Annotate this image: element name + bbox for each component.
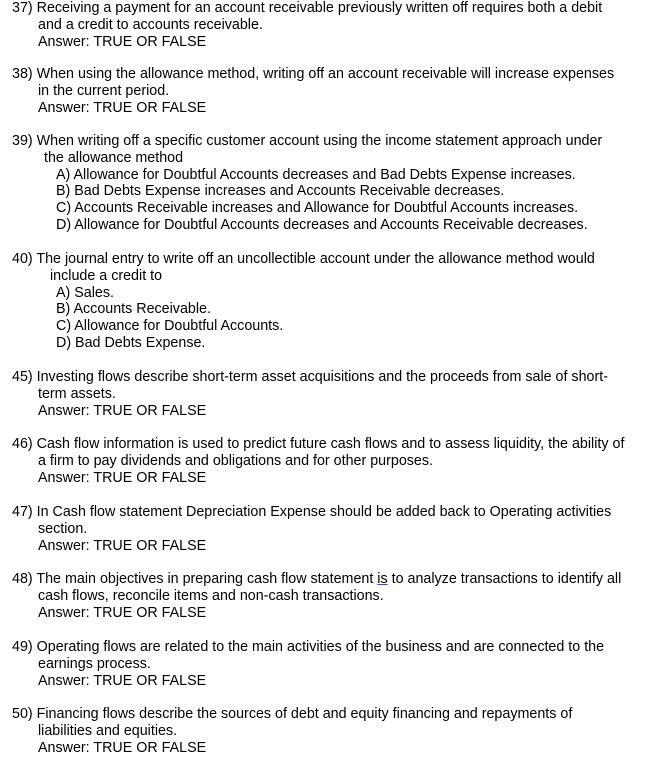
answer-line: Answer: TRUE OR FALSE [38,672,207,689]
question-text: 47) In Cash flow statement Depreciation Expense should be added back to Operating activities [12,504,612,520]
question-45 [12,369,658,419]
question-text: 46) Cash flow information is used to predict future cash flows and to assess liquidity, the ability of [12,436,625,452]
question-text-continued: liabilities and equities. [38,722,178,739]
question-text: 50) Financing flows describe the sources of debt and equity financing and repayments of [12,706,573,722]
question-40 [12,251,658,352]
question-text: 37) Receiving a payment for an account receivable previously written off requires both a debit [12,0,603,16]
question-text-continued: the allowance method [44,149,184,166]
answer-line: Answer: TRUE OR FALSE [38,33,207,50]
question-text-continued: earnings process. [38,655,151,672]
question-text-continued: term assets. [38,385,116,402]
question-text-continued: in the current period. [38,82,170,99]
question-49 [12,639,658,689]
question-text-continued: include a credit to [50,267,163,284]
question-39 [12,133,658,234]
question-37 [12,0,658,50]
question-text-part: 48) The main objectives in preparing cash flow statement [12,571,378,587]
question-46 [12,436,658,486]
question-text-part: to analyze transactions to identify all [387,571,622,587]
option-d: D) Bad Debts Expense. [56,334,206,351]
question-text-continued: a firm to pay dividends and obligations and for other purposes. [38,452,433,469]
question-47 [12,504,658,554]
question-text-continued: section. [38,520,88,537]
answer-line: Answer: TRUE OR FALSE [38,99,207,116]
option-c: C) Allowance for Doubtful Accounts. [56,318,284,335]
answer-line: Answer: TRUE OR FALSE [38,402,207,419]
option-d: D) Allowance for Doubtful Accounts decreases and Accounts Receivable decreases. [56,216,588,233]
question-38 [12,66,658,116]
underlined-word: is [377,571,388,587]
question-text-continued: cash flows, reconcile items and non-cash transactions. [38,587,384,604]
answer-line: Answer: TRUE OR FALSE [38,739,207,756]
question-text: 49) Operating flows are related to the main activities of the business and are connected to the [12,639,605,655]
question-text: 38) When using the allowance method, writing off an account receivable will increase expenses [12,66,615,82]
option-c: C) Accounts Receivable increases and Allowance for Doubtful Accounts increases. [56,200,579,217]
question-text: 39) When writing off a specific customer account using the income statement approach under [12,133,603,149]
option-b: B) Bad Debts Expense increases and Accounts Receivable decreases. [56,183,505,200]
question-text: 40) The journal entry to write off an uncollectible account under the allowance method would [12,251,595,267]
answer-line: Answer: TRUE OR FALSE [38,604,207,621]
question-50 [12,706,658,756]
question-text [12,571,658,588]
option-b: B) Accounts Receivable. [56,301,211,318]
option-a: A) Sales. [56,284,115,301]
question-text-continued: and a credit to accounts receivable. [38,16,263,33]
question-48 [12,571,658,621]
answer-line: Answer: TRUE OR FALSE [38,469,207,486]
option-a: A) Allowance for Doubtful Accounts decreases and Bad Debts Expense increases. [56,166,576,183]
answer-line: Answer: TRUE OR FALSE [38,537,207,554]
question-text: 45) Investing flows describe short-term asset acquisitions and the proceeds from sale of short- [12,369,608,385]
